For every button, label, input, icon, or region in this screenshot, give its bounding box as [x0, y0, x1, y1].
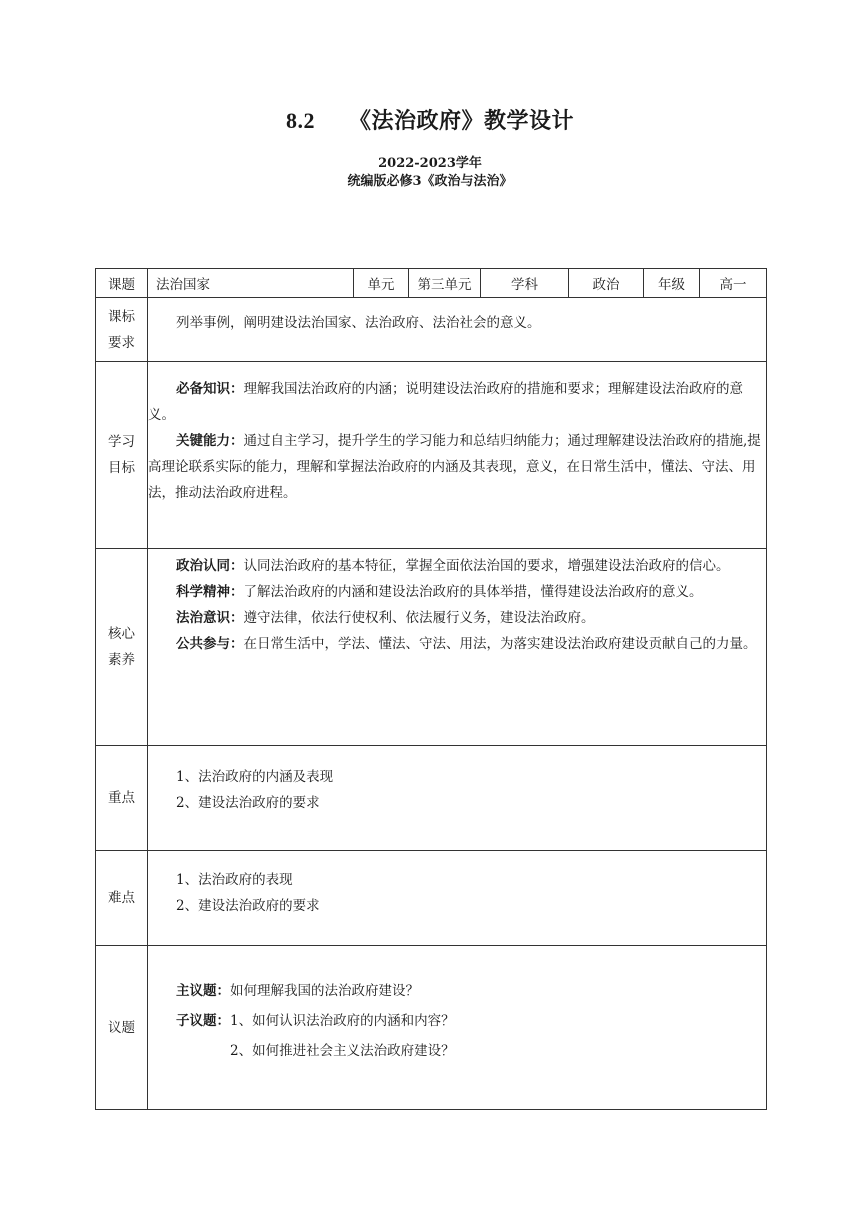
difficulties-cell — [148, 851, 767, 946]
rule-of-law-paragraph: 法治意识：遵守法律，依法行使权利、依法履行义务，建设法治政府。 — [176, 610, 595, 626]
curriculum-text: 列举事例，阐明建设法治国家、法治政府、法治社会的意义。 — [176, 315, 541, 331]
scientific-spirit-paragraph: 科学精神：了解法治政府的内涵和建设法治政府的具体举措，懂得建设法治政府的意义。 — [176, 584, 703, 600]
topics-label: 议题 — [96, 946, 148, 1110]
header-row — [96, 269, 767, 298]
literacy-cell — [148, 549, 767, 746]
difficulty-item: 2、建设法治政府的要求 — [176, 898, 320, 914]
difficulties-label: 难点 — [96, 851, 148, 946]
unit-label: 单元 — [354, 269, 409, 298]
objectives-label: 学习 目标 — [96, 362, 148, 549]
school-year: 2022-2023学年 — [378, 156, 482, 171]
sub-topic-2: 2、如何推进社会主义法治政府建设？ — [230, 1043, 455, 1059]
key-points-cell — [148, 746, 767, 851]
textbook-name: 统编版必修3《政治与法治》 — [347, 174, 513, 189]
curriculum-row — [96, 298, 767, 362]
ability-paragraph: 关键能力：通过自主学习，提升学生的学习能力和总结归纳能力；通过理解建设法治政府的措施,提高理论联系实际的能力，理解和掌握法治政府的内涵及其表现，意义，在日常生活中，懂法、守法、用法，推动法治政府进程。 — [148, 433, 761, 501]
topic-value: 法治国家 — [148, 269, 354, 298]
knowledge-paragraph: 必备知识：理解我国法治政府的内涵；说明建设法治政府的措施和要求；理解建设法治政府的意义。 — [148, 381, 743, 423]
curriculum-cell — [148, 298, 767, 362]
key-points-label: 重点 — [96, 746, 148, 851]
curriculum-label: 课标 要求 — [96, 298, 148, 362]
public-participation-paragraph: 公共参与：在日常生活中，学法、懂法、守法、用法，为落实建设法治政府建设贡献自己的力量。 — [176, 636, 757, 652]
lesson-plan-table — [95, 268, 767, 1110]
lesson-number: 8.2 — [285, 108, 315, 133]
grade-value: 高一 — [700, 269, 767, 298]
topic-label: 课题 — [96, 269, 148, 298]
unit-value: 第三单元 — [409, 269, 481, 298]
main-topic: 主议题：如何理解我国的法治政府建设？ — [176, 983, 419, 999]
political-identity-paragraph: 政治认同：认同法治政府的基本特征，掌握全面依法治国的要求，增强建设法治政府的信心。 — [176, 558, 730, 574]
objectives-row — [96, 362, 767, 549]
literacy-row — [96, 549, 767, 746]
key-point-item: 2、建设法治政府的要求 — [176, 795, 320, 811]
key-point-item: 1、法治政府的内涵及表现 — [176, 769, 334, 785]
document-title — [0, 104, 860, 135]
subject-value: 政治 — [569, 269, 644, 298]
sub-topic-1: 子议题：1、如何认识法治政府的内涵和内容？ — [176, 1013, 455, 1029]
topics-row — [96, 946, 767, 1110]
objectives-cell — [148, 362, 767, 549]
literacy-label: 核心 素养 — [96, 549, 148, 746]
topics-cell — [148, 946, 767, 1110]
difficulty-item: 1、法治政府的表现 — [176, 872, 293, 888]
subject-label: 学科 — [481, 269, 569, 298]
grade-label: 年级 — [644, 269, 700, 298]
lesson-title: 《法治政府》教学设计 — [348, 108, 574, 134]
difficulties-row — [96, 851, 767, 946]
key-points-row — [96, 746, 767, 851]
